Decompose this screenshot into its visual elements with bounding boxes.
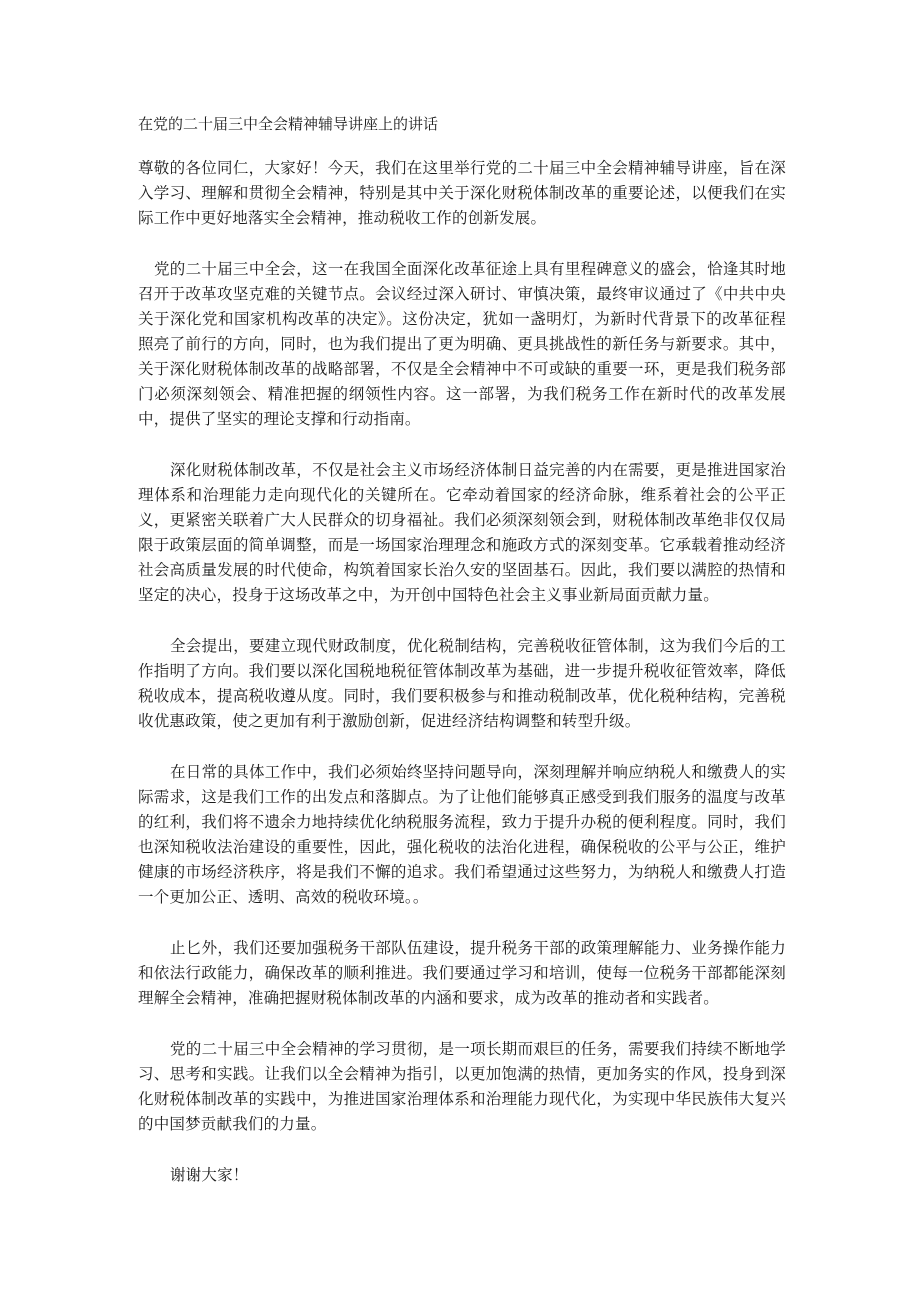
- paragraph-fiscal-system: 全会提出，要建立现代财政制度，优化税制结构，完善税收征管体制，这为我们今后的工作指明了方向。我们要以深化国税地税征管体制改革为基础，进一步提升税收征管效率，降低税收成本，提高税收遵从度。同时，我们要积极参与和推动税制改革，优化税种结构，完善税收优惠政策，使之更加有利于激励创新，促进经济结构调整和转型升级。: [138, 637, 786, 730]
- speech-body: [138, 156, 786, 1214]
- paragraph-plenum-overview: 党的二十届三中全会，这一在我国全面深化改革征途上具有里程碑意义的盛会，恰逢其时地召开于改革攻坚克难的关键节点。会议经过深入研讨、审慎决策，最终审议通过了《中共中央关于深化党和国家机构改革的决定》。这份决定，犹如一盏明灯，为新时代背景下的改革征程照亮了前行的方向，同时，也为我们提出了更为明确、更具挑战性的新任务与新要求。其中，关于深化财税体制改革的战略部署，不仅是全会精神中不可或缺的重要一环，更是我们税务部门必须深刻领会、精准把握的纲领性内容。这一部署，为我们税务工作在新时代的改革发展中，提供了坚实的理论支撑和行动指南。: [138, 260, 786, 428]
- paragraph-taxpayer-service: 在日常的具体工作中，我们必须始终坚持问题导向，深刻理解并响应纳税人和缴费人的实际需求，这是我们工作的出发点和落脚点。为了让他们能够真正感受到我们服务的温度与改革的红利，我们将不遗余力地持续优化纳税服务流程，致力于提升办税的便利程度。同时，我们也深知税收法治建设的重要性，因此，强化税收的法治化进程，确保税收的公平与公正，维护健康的市场经济秩序，将是我们不懈的追求。我们希望通过这些努力，为纳税人和缴费人打造一个更加公正、透明、高效的税收环境。。: [138, 763, 786, 906]
- paragraph-thanks: 谢谢大家！: [170, 1166, 249, 1184]
- paragraph-greeting: 尊敬的各位同仁，大家好！今天，我们在这里举行党的二十届三中全会精神辅导讲座，旨在深入学习、理解和贯彻全会精神，特别是其中关于深化财税体制改革的重要论述，以便我们在实际工作中更好地落实全会精神，推动税收工作的创新发展。: [138, 159, 786, 227]
- paragraph-conclusion: 党的二十届三中全会精神的学习贯彻，是一项长期而艰巨的任务，需要我们持续不断地学习、思考和实践。让我们以全会精神为指引，以更加饱满的热情，更加务实的作风，投身到深化财税体制改革的实践中，为推进国家治理体系和治理能力现代化，为实现中华民族伟大复兴的中国梦贡献我们的力量。: [138, 1040, 786, 1133]
- paragraph-cadre-building: 止匕外，我们还要加强税务干部队伍建设，提升税务干部的政策理解能力、业务操作能力和依法行政能力，确保改革的顺利推进。我们要通过学习和培训，使每一位税务干部都能深刻理解全会精神，准确把握财税体制改革的内涵和要求，成为改革的推动者和实践者。: [138, 939, 786, 1007]
- paragraph-reform-significance: 深化财税体制改革，不仅是社会主义市场经济体制日益完善的内在需要，更是推进国家治理体系和治理能力走向现代化的关键所在。它牵动着国家的经济命脉，维系着社会的公平正义，更紧密关联着广大人民群众的切身福祉。我们必须深刻领会到，财税体制改革绝非仅仅局限于政策层面的简单调整，而是一场国家治理理念和施政方式的深刻变革。它承载着推动经济社会高质量发展的时代使命，构筑着国家长治久安的坚固基石。因此，我们要以满腔的热情和坚定的决心，投身于这场改革之中，为开创中国特色社会主义事业新局面贡献力量。: [138, 461, 786, 604]
- page-title: 在党的二十届三中全会精神辅导讲座上的讲话: [138, 115, 439, 133]
